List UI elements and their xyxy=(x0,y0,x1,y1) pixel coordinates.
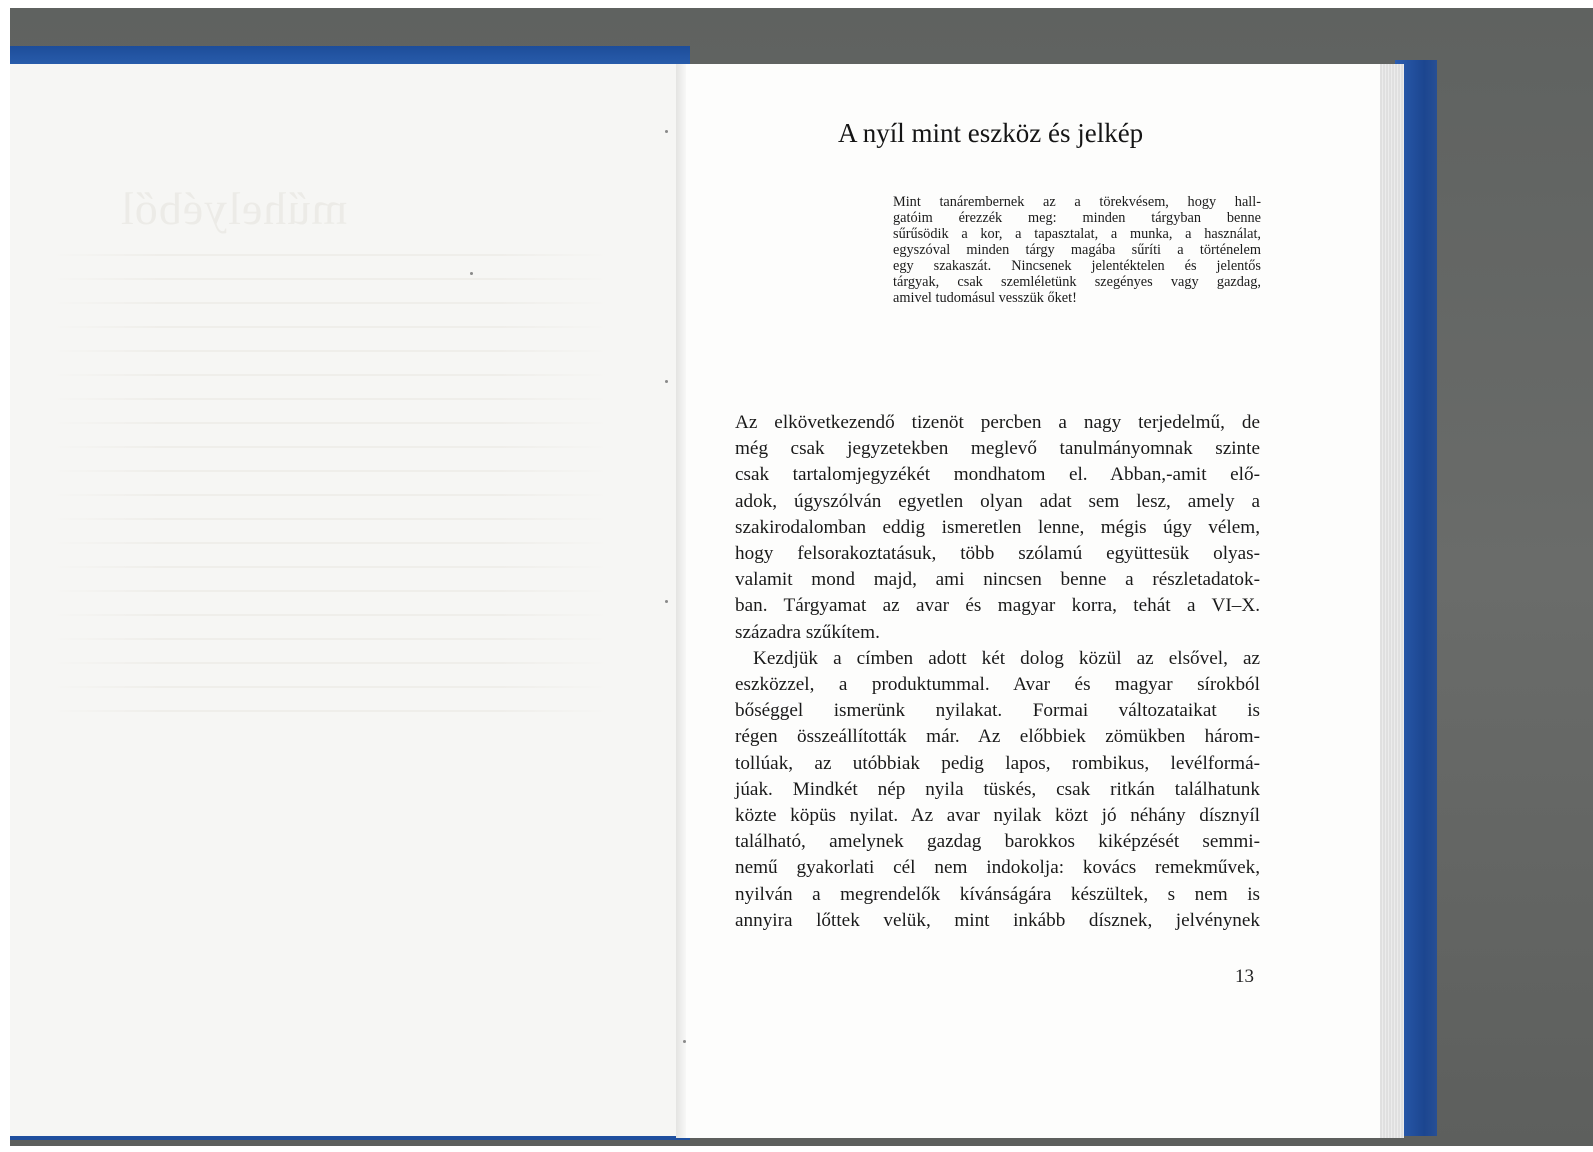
bleed-through-text: műhelyéből xyxy=(120,183,348,234)
body-line: eszközzel, a produktummal. Avar és magyar sírokból xyxy=(735,674,1260,696)
dust-speck xyxy=(470,272,473,275)
left-page xyxy=(10,64,680,1136)
body-line: szakirodalomban eddig ismeretlen lenne, mégis úgy vélem, xyxy=(735,516,1260,538)
book-gutter xyxy=(676,64,686,1138)
body-line: csak tartalomjegyzékét mondhatom el. Abban,-amit elő- xyxy=(735,464,1260,486)
abstract-line: egyszóval minden tárgy magába sűríti a történelem xyxy=(893,242,1261,258)
bleed-through-lines xyxy=(50,254,610,734)
body-line: ban. Tárgyamat az avar és magyar korra, tehát a VI–X. xyxy=(735,595,1260,617)
abstract-line: egy szakaszát. Nincsenek jelentéktelen és jelentős xyxy=(893,258,1261,274)
dust-speck xyxy=(665,130,668,133)
abstract-line: sűrűsödik a kor, a tapasztalat, a munka, a használat, xyxy=(893,226,1261,242)
body-line: júak. Mindkét nép nyila tüskés, csak ritkán találhatunk xyxy=(735,778,1260,800)
chapter-title: A nyíl mint eszköz és jelkép xyxy=(838,118,1144,148)
body-line: századra szűkítem. xyxy=(735,621,880,643)
abstract-line: tárgyak, csak szemléletünk szegényes vagy gazdag, xyxy=(893,274,1261,290)
abstract xyxy=(893,194,1261,306)
page-number: 13 xyxy=(1235,966,1254,987)
body-line: közte köpüs nyilat. Az avar nyilak közt jó néhány dísznyíl xyxy=(735,805,1260,827)
dust-speck xyxy=(665,600,668,603)
body-line: Kezdjük a címben adott két dolog közül az elsővel, az xyxy=(753,647,1260,669)
abstract-line: gatóim érezzék meg: minden tárgyban benne xyxy=(893,210,1261,226)
body-line: még csak jegyzetekben meglevő tanulmányomnak szinte xyxy=(735,438,1260,460)
body-line: nyilván a megrendelők kívánságára készültek, s nem is xyxy=(735,883,1260,905)
body-line: nemű gyakorlati cél nem indokolja: kovács remekművek, xyxy=(735,857,1260,879)
body-line: annyira lőttek velük, mint inkább dísznek, jelvénynek xyxy=(735,909,1260,931)
page-edges xyxy=(1378,64,1404,1138)
body-line: Az elkövetkezendő tizenöt percben a nagy terjedelmű, de xyxy=(735,412,1260,433)
abstract-line: amivel tudomásul vesszük őket! xyxy=(893,290,1077,306)
body-line: adok, úgyszólván egyetlen olyan adat sem lesz, amely a xyxy=(735,490,1260,512)
body-line: régen összeállították már. Az előbbiek zömükben három- xyxy=(735,726,1260,748)
abstract-line: Mint tanárembernek az a törekvésem, hogy hall- xyxy=(893,194,1261,210)
body-line: található, amelynek gazdag barokkos kiképzését semmi- xyxy=(735,831,1260,853)
body-text xyxy=(735,410,1260,934)
body-line: bőséggel ismerünk nyilakat. Formai változataikat is xyxy=(735,700,1260,722)
dust-speck xyxy=(665,380,668,383)
dust-speck xyxy=(683,1040,686,1043)
body-line: hogy felsorakoztatásuk, több szólamú együttesük olyas- xyxy=(735,543,1260,565)
body-line: tollúak, az utóbbiak pedig lapos, rombikus, levélformá- xyxy=(735,752,1260,774)
body-line: valamit mond majd, ami nincsen benne a részletadatok- xyxy=(735,569,1260,591)
